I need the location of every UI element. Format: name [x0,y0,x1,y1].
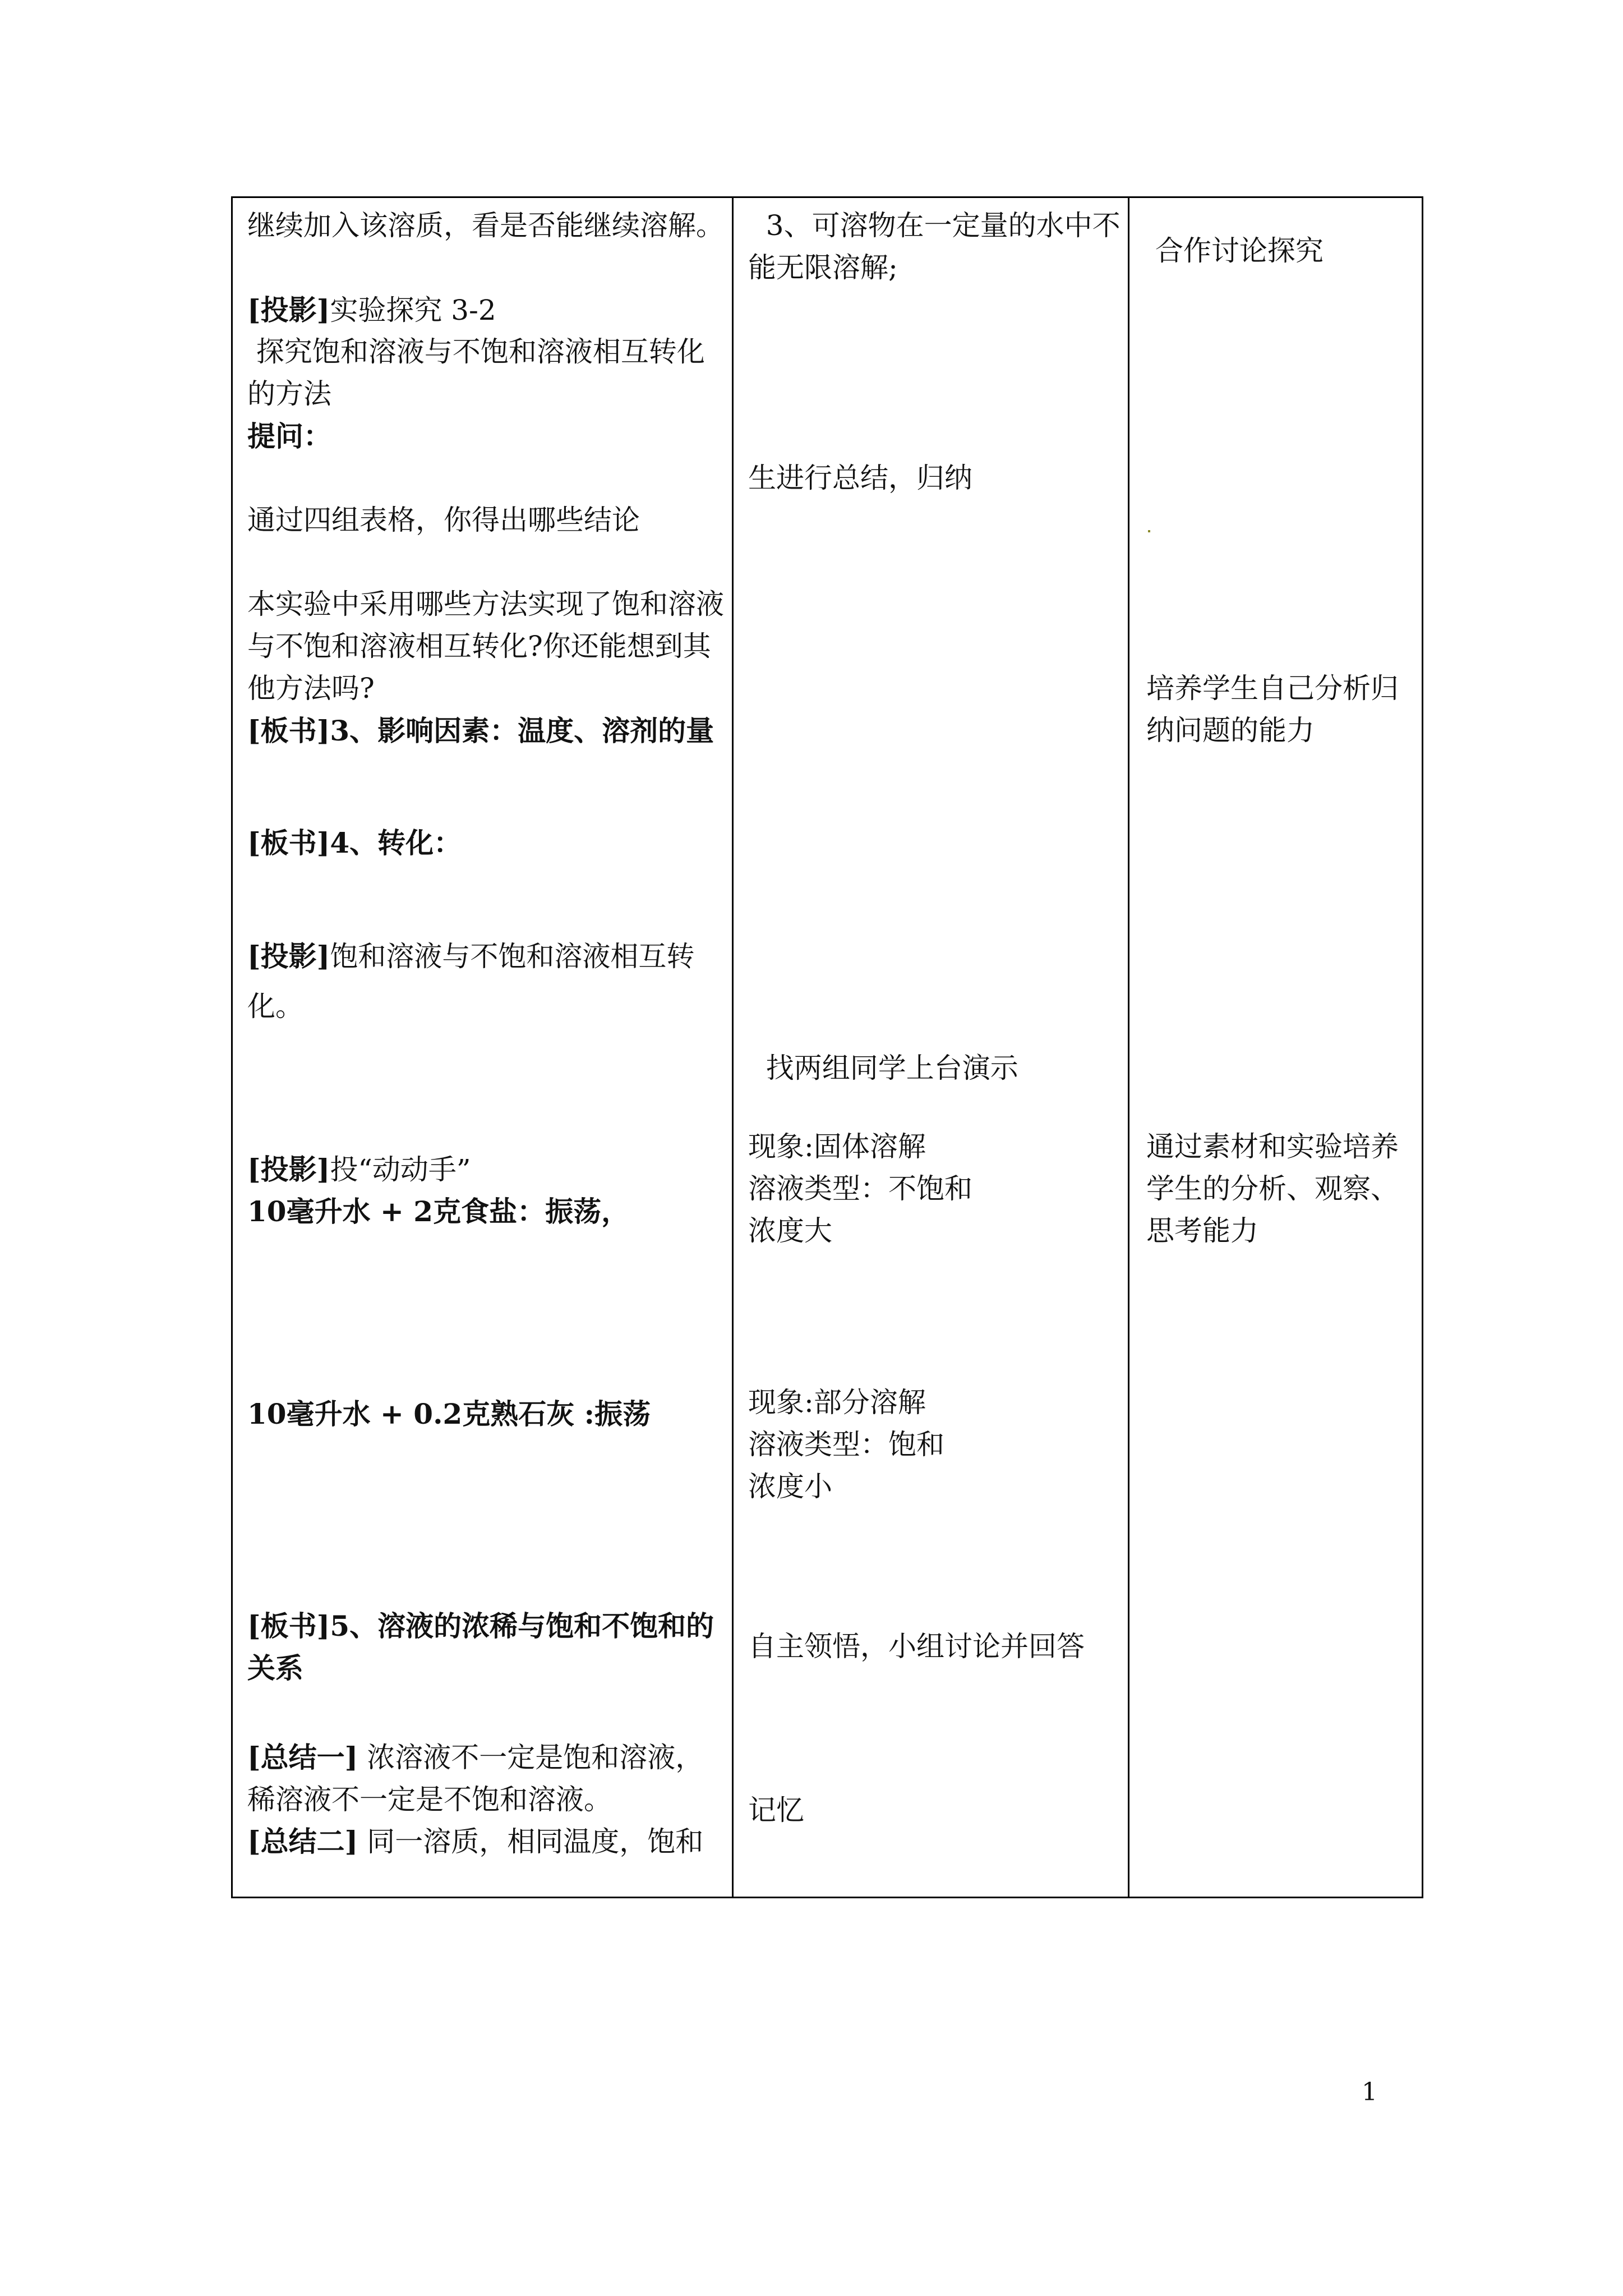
scan-speck [1148,530,1150,532]
observation-salt-type: 溶液类型：不饱和 [748,1172,972,1205]
board-relation-line [247,1605,724,1689]
projection-experiment-line [247,289,724,332]
projection-transform-continued: 化。 [247,990,303,1023]
projection-text: 实验探究 3-2 [330,294,496,326]
explore-title: 探究饱和溶液与不饱和溶液相互转化的方法 [247,335,705,410]
projection-handson-line [247,1148,724,1191]
board-transform-line [247,822,724,864]
question-conclusion: 通过四组表格，你得出哪些结论 [247,504,640,536]
design-intent-column [1129,198,1423,1897]
student-activity-column [734,198,1129,1897]
summary-tag: [总结二] [247,1825,358,1858]
board-tag: [板书] [247,826,330,859]
projection-tag: [投影] [247,293,330,326]
experiment-lime: 10毫升水 + 0.2克熟石灰 :振荡 [247,1397,651,1430]
summary-one-text: 浓溶液不一定是饱和溶液，稀溶液不一定是不饱和溶液。 [247,1741,704,1816]
board-tag: [板书] [247,714,330,747]
lesson-plan-table [231,196,1423,1898]
board-factors-line [247,710,724,752]
discussion-text: 自主领悟，小组讨论并回答 [748,1630,1085,1663]
observation-lime-concentration: 浓度小 [748,1470,832,1503]
cooperative-inquiry-text: 合作讨论探究 [1146,234,1324,267]
projection-tag: [投影] [247,940,330,973]
projection-tag: [投影] [247,1153,330,1186]
question-label: 提问： [247,420,331,453]
summary-tag: [总结一] [247,1741,358,1774]
analysis-ability-text: 培养学生自己分析归纳问题的能力 [1146,672,1399,747]
summary-two [247,1820,724,1863]
question-methods: 本实验中采用哪些方法实现了饱和溶液与不饱和溶液相互转化?你还能想到其他方法吗? [247,588,724,705]
observation-lime-phenomenon: 现象:部分溶解 [748,1386,926,1419]
board-relation-text: 5、溶液的浓稀与饱和不饱和的关系 [247,1609,714,1685]
demo-text: 找两组同学上台演示 [748,1052,1018,1084]
continue-dissolve-text: 继续加入该溶质，看是否能继续溶解。 [247,209,724,242]
summary-one [247,1736,724,1821]
summary-two-text: 同一溶质，相同温度，饱和 [358,1825,704,1858]
board-factors-text: 3、影响因素：温度、溶剂的量 [330,714,714,747]
observation-ability-text: 通过素材和实验培养学生的分析、观察、思考能力 [1146,1130,1399,1247]
projection-transform-text: 饱和溶液与不饱和溶液相互转 [330,940,695,973]
memorize-text: 记忆 [748,1794,804,1826]
projection-handson-text: 投“动动手” [330,1153,471,1186]
projection-transform-line [247,935,724,978]
board-transform-text: 4、转化： [330,826,462,859]
observation-lime-type: 溶液类型：饱和 [748,1428,944,1461]
student-summarize-text: 生进行总结，归纳 [748,462,972,494]
board-tag: [板书] [247,1609,330,1642]
observation-salt-concentration: 浓度大 [748,1214,832,1247]
teacher-activity-column [233,198,734,1897]
page-number: 1 [1362,2078,1377,2106]
observation-salt-phenomenon: 现象:固体溶解 [748,1130,926,1163]
solubility-limit-text: 3、可溶物在一定量的水中不能无限溶解; [748,209,1121,284]
experiment-salt: 10毫升水 + 2克食盐：振荡， [247,1195,630,1228]
